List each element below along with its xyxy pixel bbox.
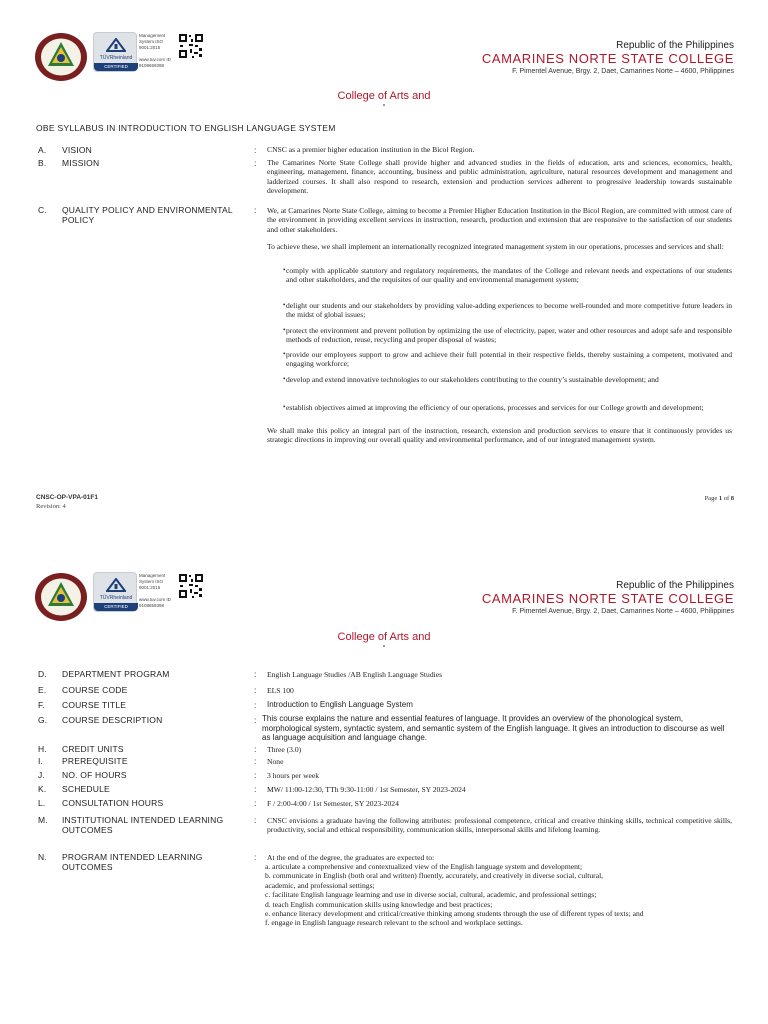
quality-policy-achieve: To achieve these, we shall implement an internationally recognized integrated management system in our operations, processes and services and shall: — [267, 242, 724, 251]
college-name: CAMARINES NORTE STATE COLLEGE — [481, 51, 734, 66]
colon: : — [254, 145, 257, 155]
consultation-hours-label: CONSULTATION HOURS — [62, 798, 164, 808]
plo-item: c. facilitate English language learning and use in diverse social, cultural, academic, and professional settings; — [265, 890, 597, 900]
row-letter: N. — [38, 852, 47, 862]
plo-item: d. teach English communication skills using knowledge and best practices; — [265, 899, 493, 909]
colon: : — [254, 798, 257, 808]
colon: : — [254, 784, 257, 794]
colon: : — [254, 158, 257, 168]
mgmt-title: Management System ISO 9001:2015 — [139, 33, 166, 50]
policy-bullet: protect the environment and prevent pollution by optimizing the use of electricity, paper, water and other resources and adopt safe and responsible methods of reduction, reuse, recycling and proper disposal of wastes; — [286, 326, 732, 345]
row-letter: G. — [38, 715, 48, 725]
tuv-certification-badge — [93, 572, 137, 612]
plo-list — [265, 862, 735, 928]
mgmt-title: Management System ISO 9001:2015 — [139, 573, 166, 590]
row-letter: B. — [38, 158, 47, 168]
colon: : — [254, 756, 257, 766]
row-letter: K. — [38, 784, 47, 794]
college-address: F. Pimentel Avenue, Brgy. 2, Daet, Camarines Norte – 4600, Philippines — [512, 608, 734, 615]
colon: : — [254, 715, 257, 725]
row-letter: L. — [38, 798, 46, 808]
plo-item: e. enhance literacy development and critical/creative thinking among students through the use of different types of texts; and — [265, 909, 644, 919]
course-code-label: COURSE CODE — [62, 685, 128, 695]
course-title-label: COURSE TITLE — [62, 700, 127, 710]
page-mid: of — [722, 495, 731, 502]
course-code-value: ELS 100 — [267, 686, 294, 695]
plo-label: PROGRAM INTENDED LEARNING OUTCOMES — [62, 852, 203, 872]
colon: : — [254, 669, 257, 679]
mission-label: MISSION — [62, 158, 100, 168]
ilo-label: INSTITUTIONAL INTENDED LEARNING OUTCOMES — [62, 815, 224, 835]
revision-number: Revision: 4 — [36, 503, 66, 510]
divider-dot — [383, 104, 385, 106]
row-letter: D. — [38, 669, 47, 679]
colon: : — [254, 685, 257, 695]
college-of-arts-heading: College of Arts and — [337, 90, 431, 102]
colon: : — [254, 770, 257, 780]
prerequisite-value: None — [267, 757, 284, 766]
row-letter: C. — [38, 205, 47, 215]
page-header — [0, 540, 768, 630]
credit-units-value: Three (3.0) — [267, 745, 302, 754]
credit-units-label: CREDIT UNITS — [62, 744, 124, 754]
plo-item: a. articulate a comprehensive and contextualized view of the English language system and development; — [265, 862, 583, 871]
page-current: 1 — [718, 495, 723, 502]
ilo-value: CNSC envisions a graduate having the following attributes: professional competence, critical and creative thinking skills, technical competitive skills, productivity, social and ethical responsibility, communication skills, interpersonal skills and lifelong learning. — [267, 816, 732, 835]
college-seal-logo — [34, 570, 88, 624]
mission-text: The Camarines Norte State College shall provide higher and advanced studies in the fields of education, arts and sciences, economics, health, engineering, management, finance, accounting, business and public administration, agriculture, natural resources development and management and ladderized courses. It shall also respond to research, extension and production services adherent to progressive leadership towards sustainable development. — [267, 158, 732, 196]
management-system-text — [139, 33, 177, 69]
quality-policy-intro: We, at Camarines Norte State College, aiming to become a Premier Higher Education Institution in the Bicol Region, are committed with utmost care of the environment in providing excellent services in instruction, research, production and extension that are responsive to the satisfaction of our students and other stakeholders. — [267, 206, 732, 234]
policy-bullet: provide our employees support to grow and achieve their full potential in their respective fields, thereby sustaining a competent, motivated and engaging workforce; — [286, 350, 732, 369]
colon: : — [254, 852, 257, 862]
policy-bullet: develop and extend innovative technologies to our stakeholders contributing to the country’s sustainable development; and — [286, 375, 659, 384]
bullet-icon: • — [283, 403, 286, 411]
syllabus-page-2 — [0, 540, 768, 1024]
college-name: CAMARINES NORTE STATE COLLEGE — [481, 591, 734, 606]
mgmt-sub: www.tuv.com ID 9108659398 — [139, 57, 171, 68]
colon: : — [254, 205, 257, 215]
plo-item: b. communicate in English (both oral and written) fluently, accurately, and creatively in diverse social, cultural, — [265, 871, 604, 881]
tuv-triangle-icon — [106, 38, 126, 52]
management-system-text — [139, 573, 177, 609]
vision-text: CNSC as a premier higher education institution in the Bicol Region. — [267, 145, 475, 154]
college-address: F. Pimentel Avenue, Brgy. 2, Daet, Camarines Norte – 4600, Philippines — [512, 68, 734, 75]
department-program-label: DEPARTMENT PROGRAM — [62, 669, 170, 679]
course-description-label: COURSE DESCRIPTION — [62, 715, 163, 725]
republic-text: Republic of the Philippines — [616, 580, 734, 591]
republic-text: Republic of the Philippines — [616, 40, 734, 51]
course-description-value: This course explains the nature and essential features of language. It provides an overview of the phonological system, morphological system, syntactic system, and semantic system of the English language. It gives an introduction to discourse as well as language acquisition and language change. — [262, 714, 725, 742]
plo-item: academic, and professional settings; — [265, 880, 375, 890]
row-letter: M. — [38, 815, 48, 825]
row-letter: H. — [38, 744, 47, 754]
schedule-label: SCHEDULE — [62, 784, 110, 794]
plo-item: f. engage in English language research relevant to the school and workplace settings. — [265, 918, 523, 928]
quality-policy-label: QUALITY POLICY AND ENVIRONMENTAL POLICY — [62, 205, 233, 225]
course-title-value: Introduction to English Language System — [267, 700, 413, 709]
quality-policy-closing: We shall make this policy an integral part of the instruction, research, extension and production services to ensure that it continuously provides us strategic directions in improving our overall quality and environmental performance, and of our integrated management system. — [267, 426, 732, 445]
bullet-icon: • — [283, 350, 286, 358]
tuv-label: TÜVRheinland — [99, 55, 133, 61]
bullet-icon: • — [283, 301, 286, 309]
divider-dot — [383, 645, 385, 647]
tuv-label: TÜVRheinland — [99, 595, 133, 601]
page-number — [705, 495, 734, 502]
colon: : — [254, 815, 257, 825]
page-total: 8 — [730, 495, 734, 502]
mgmt-sub: www.tuv.com ID 9108659398 — [139, 597, 171, 608]
department-program-value: English Language Studies /AB English Language Studies — [267, 670, 443, 679]
page-prefix: Page — [704, 495, 719, 502]
tuv-certified-strip: CERTIFIED — [94, 603, 138, 611]
policy-bullet: establish objectives aimed at improving the efficiency of our operations, processes and services for our College growth and development; — [286, 403, 704, 412]
college-of-arts-heading: College of Arts and — [337, 631, 431, 643]
colon: : — [254, 744, 257, 754]
bullet-icon: • — [283, 266, 286, 274]
prerequisite-label: PREREQUISITE — [62, 756, 128, 766]
row-letter: A. — [38, 145, 47, 155]
bullet-icon: • — [283, 375, 286, 383]
no-of-hours-value: 3 hours per week — [267, 771, 320, 780]
tuv-certified-strip: CERTIFIED — [94, 63, 138, 71]
vision-label: VISION — [62, 145, 93, 155]
qr-code-icon — [178, 573, 204, 599]
page-header — [0, 0, 768, 90]
colon: : — [254, 700, 257, 710]
row-letter: F. — [38, 700, 46, 710]
consultation-hours-value: F / 2:00-4:00 / 1st Semester, SY 2023-2024 — [267, 799, 399, 808]
bullet-icon: • — [283, 326, 286, 334]
college-seal-logo — [34, 30, 88, 84]
qr-code-icon — [178, 33, 204, 59]
policy-bullet: comply with applicable statutory and regulatory requirements, the mandates of the College and relevant needs and expectations of our students and other stakeholders, and the requisites of our quality and environmental management system; — [286, 266, 732, 285]
tuv-triangle-icon — [106, 578, 126, 592]
no-of-hours-label: NO. OF HOURS — [62, 770, 127, 780]
plo-intro: At the end of the degree, the graduates are expected to: — [267, 853, 435, 862]
document-title: OBE SYLLABUS IN INTRODUCTION TO ENGLISH LANGUAGE SYSTEM — [36, 123, 336, 133]
row-letter: J. — [38, 770, 46, 780]
tuv-certification-badge — [93, 32, 137, 72]
row-letter: E. — [38, 685, 47, 695]
schedule-value: MW/ 11:00-12:30, TTh 9:30-11:00 / 1st Semester, SY 2023-2024 — [267, 785, 466, 794]
policy-bullet: delight our students and our stakeholders by providing value-adding experiences to become well-rounded and more competitive future leaders in the midst of global issues; — [286, 301, 732, 320]
row-letter: I. — [38, 756, 44, 766]
document-code: CNSC-OP-VPA-01F1 — [36, 494, 99, 501]
